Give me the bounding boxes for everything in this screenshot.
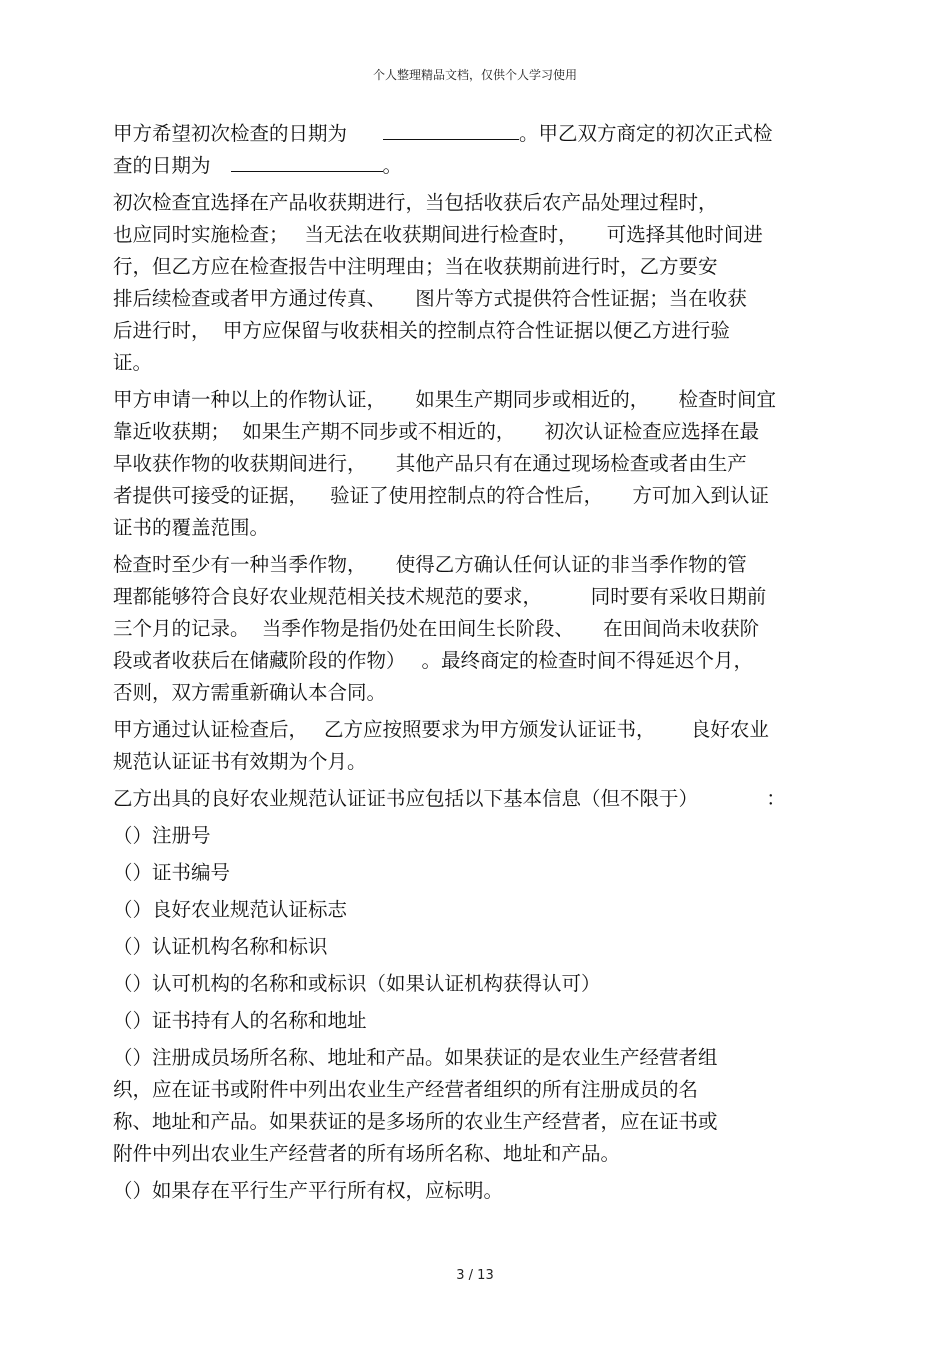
blank-field-agreed-date [231,151,383,172]
text-line: 三个月的记录。 当季作物是指仍处在田间生长阶段、 在田间尚未收获阶 [113,617,760,640]
text-line: （）注册号 [113,824,211,847]
text-line: 者提供可接受的证据， 验证了使用控制点的符合性后， 方可加入到认证 [113,484,769,507]
text-line: 早收获作物的收获期间进行， 其他产品只有在通过现场检查或者由生产 [113,452,747,475]
text-line: 证书的覆盖范围。 [113,516,270,539]
text-line: 靠近收获期； 如果生产期不同步或不相近的， 初次认证检查应选择在最 [113,420,760,443]
document-body [113,118,843,1207]
text-line: 甲方通过认证检查后， 乙方应按照要求为甲方颁发认证证书， 良好农业 [113,718,769,741]
paragraph-harvest-timing [113,187,843,379]
text-line: （）注册成员场所名称、地址和产品。如果获证的是农业生产经营者组 [113,1046,718,1069]
list-item [113,931,843,963]
text-line: 段或者收获后在储藏阶段的作物） 。最终商定的检查时间不得延迟个月， [113,649,753,672]
paragraph-inspection-date [113,118,843,182]
list-item [113,1005,843,1037]
text-line: 规范认证证书有效期为个月。 [113,750,367,773]
paragraph-certificate-info-intro [113,783,843,815]
text-line: （）良好农业规范认证标志 [113,898,348,921]
list-item [113,968,843,1000]
text-line: 行，但乙方应在检查报告中注明理由；当在收获期前进行时，乙方要安 [113,255,718,278]
text-line: 乙方出具的良好农业规范认证证书应包括以下基本信息（但不限于） ： [113,787,786,810]
text-line: 称、地址和产品。如果获证的是多场所的农业生产经营者，应在证书或 [113,1110,718,1133]
text-line: （）认证机构名称和标识 [113,935,328,958]
list-item [113,820,843,852]
paragraph-multiple-crops [113,384,843,544]
text-line: 附件中列出农业生产经营者的所有场所名称、地址和产品。 [113,1142,621,1165]
text-line [113,150,843,182]
text-line: 织，应在证书或附件中列出农业生产经营者组织的所有注册成员的名 [113,1078,699,1101]
list-item [113,857,843,889]
text-line: 也应同时实施检查； 当无法在收获期间进行检查时， 可选择其他时间进 [113,223,763,246]
paragraph-seasonal-crops [113,549,843,709]
text-line: 理都能够符合良好农业规范相关技术规范的要求， 同时要有采收日期前 [113,585,767,608]
list-item [113,894,843,926]
text-segment: 甲方希望初次检查的日期为 [113,122,348,145]
list-item [113,1175,843,1207]
paragraph-certificate-issuance [113,714,843,778]
text-line: 否则，双方需重新确认本合同。 [113,681,387,704]
text-line: （）认可机构的名称和或标识（如果认证机构获得认可） [113,972,601,995]
text-line [113,118,843,150]
text-line: 后进行时， 甲方应保留与收获相关的控制点符合性证据以便乙方进行验 [113,319,730,342]
text-line: （）证书编号 [113,861,231,884]
page-number: 3 / 13 [456,1268,494,1283]
text-line: 排后续检查或者甲方通过传真、 图片等方式提供符合性证据；当在收获 [113,287,747,310]
text-line: 检查时至少有一种当季作物， 使得乙方确认任何认证的非当季作物的管 [113,553,747,576]
list-item [113,1042,843,1170]
text-segment: 。甲乙双方商定的初次正式检 [519,122,773,145]
page-header: 个人整理精品文档，仅供个人学习使用 [372,68,577,82]
blank-field-desired-date [383,119,519,140]
text-line: 证。 [113,351,153,374]
text-line: （）证书持有人的名称和地址 [113,1009,367,1032]
text-segment: 查的日期为 [113,154,211,177]
text-segment: 。 [382,154,403,177]
text-line: （）如果存在平行生产平行所有权，应标明。 [113,1179,504,1202]
text-line: 初次检查宜选择在产品收获期进行，当包括收获后农产品处理过程时， [113,191,718,214]
text-line: 甲方申请一种以上的作物认证， 如果生产期同步或相近的， 检查时间宜 [113,388,777,411]
